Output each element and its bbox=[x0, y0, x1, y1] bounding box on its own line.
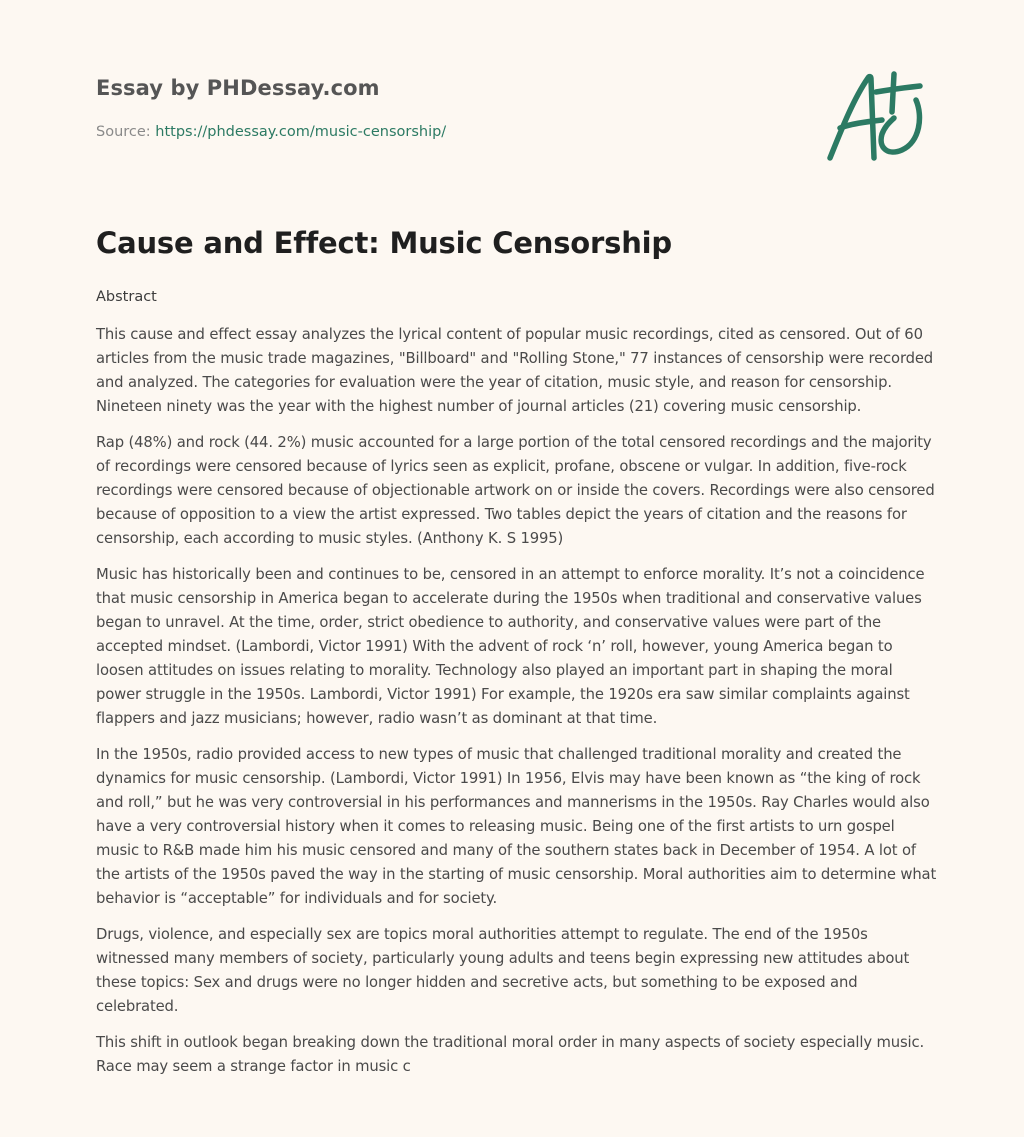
essay-title: Cause and Effect: Music Censorship bbox=[96, 226, 672, 260]
site-brand: Essay by PHDessay.com bbox=[96, 76, 380, 100]
essay-paragraph: Rap (48%) and rock (44. 2%) music accounted for a large portion of the total censored recordings and the majority of recordings were censored because of lyrics seen as explicit, profane, obscene or vulgar. In addition, five-rock recordings were censored because of objectionable artwork on or inside the covers. Recordings were also censored because of opposition to a view the artist expressed. Two tables depict the years of citation and the reasons for censorship, each according to music styles. (Anthony K. S 1995) bbox=[96, 434, 935, 547]
source-line bbox=[96, 124, 446, 140]
essay-paragraph: Drugs, violence, and especially sex are topics moral authorities attempt to regulate. The end of the 1950s witnessed many members of society, particularly young adults and teens begin expressing new attitudes about these topics: Sex and drugs were no longer hidden and secretive acts, but something to be exposed and celebrated. bbox=[96, 926, 910, 1015]
essay-paragraph: Music has historically been and continues to be, censored in an attempt to enforce morality. It’s not a coincidence that music censorship in America began to accelerate during the 1950s when traditional and conservative values began to unravel. At the time, order, strict obedience to authority, and conservative values were part of the accepted mindset. (Lambordi, Victor 1991) With the advent of rock ‘n’ roll, however, young America began to loosen attitudes on issues relating to morality. Technology also played an important part in shaping the moral power struggle in the 1950s. Lambordi, Victor 1991) For example, the 1920s era saw similar complaints against flappers and jazz musicians; however, radio wasn’t as dominant at that time. bbox=[96, 566, 925, 727]
source-link[interactable]: https://phdessay.com/music-censorship/ bbox=[155, 124, 447, 140]
essay-body bbox=[96, 285, 938, 1091]
essay-paragraph: This shift in outlook began breaking down the traditional moral order in many aspects of society especially music. Race may seem a strange factor in music c bbox=[96, 1034, 925, 1075]
source-label: Source: bbox=[96, 124, 151, 140]
abstract-label: Abstract bbox=[96, 289, 157, 305]
essay-paragraph: In the 1950s, radio provided access to new types of music that challenged traditional morality and created the dynamics for music censorship. (Lambordi, Victor 1991) In 1956, Elvis may have been known as “the king of rock and roll,” but he was very controversial in his performances and mannerisms in the 1950s. Ray Charles would also have a very controversial history when it comes to releasing music. Being one of the first artists to urn gospel music to R&B made him his music censored and many of the southern states back in December of 1954. A lot of the artists of the 1950s paved the way in the starting of music censorship. Moral authorities aim to determine what behavior is “acceptable” for individuals and for society. bbox=[96, 746, 937, 907]
a-plus-logo-icon bbox=[822, 66, 928, 166]
essay-paragraph: This cause and effect essay analyzes the lyrical content of popular music recordings, cited as censored. Out of 60 articles from the music trade magazines, "Billboard" and "Rolling Stone," 77 instances of censorship were recorded and analyzed. The categories for evaluation were the year of citation, music style, and reason for censorship. Nineteen ninety was the year with the highest number of journal articles (21) covering music censorship. bbox=[96, 326, 934, 415]
